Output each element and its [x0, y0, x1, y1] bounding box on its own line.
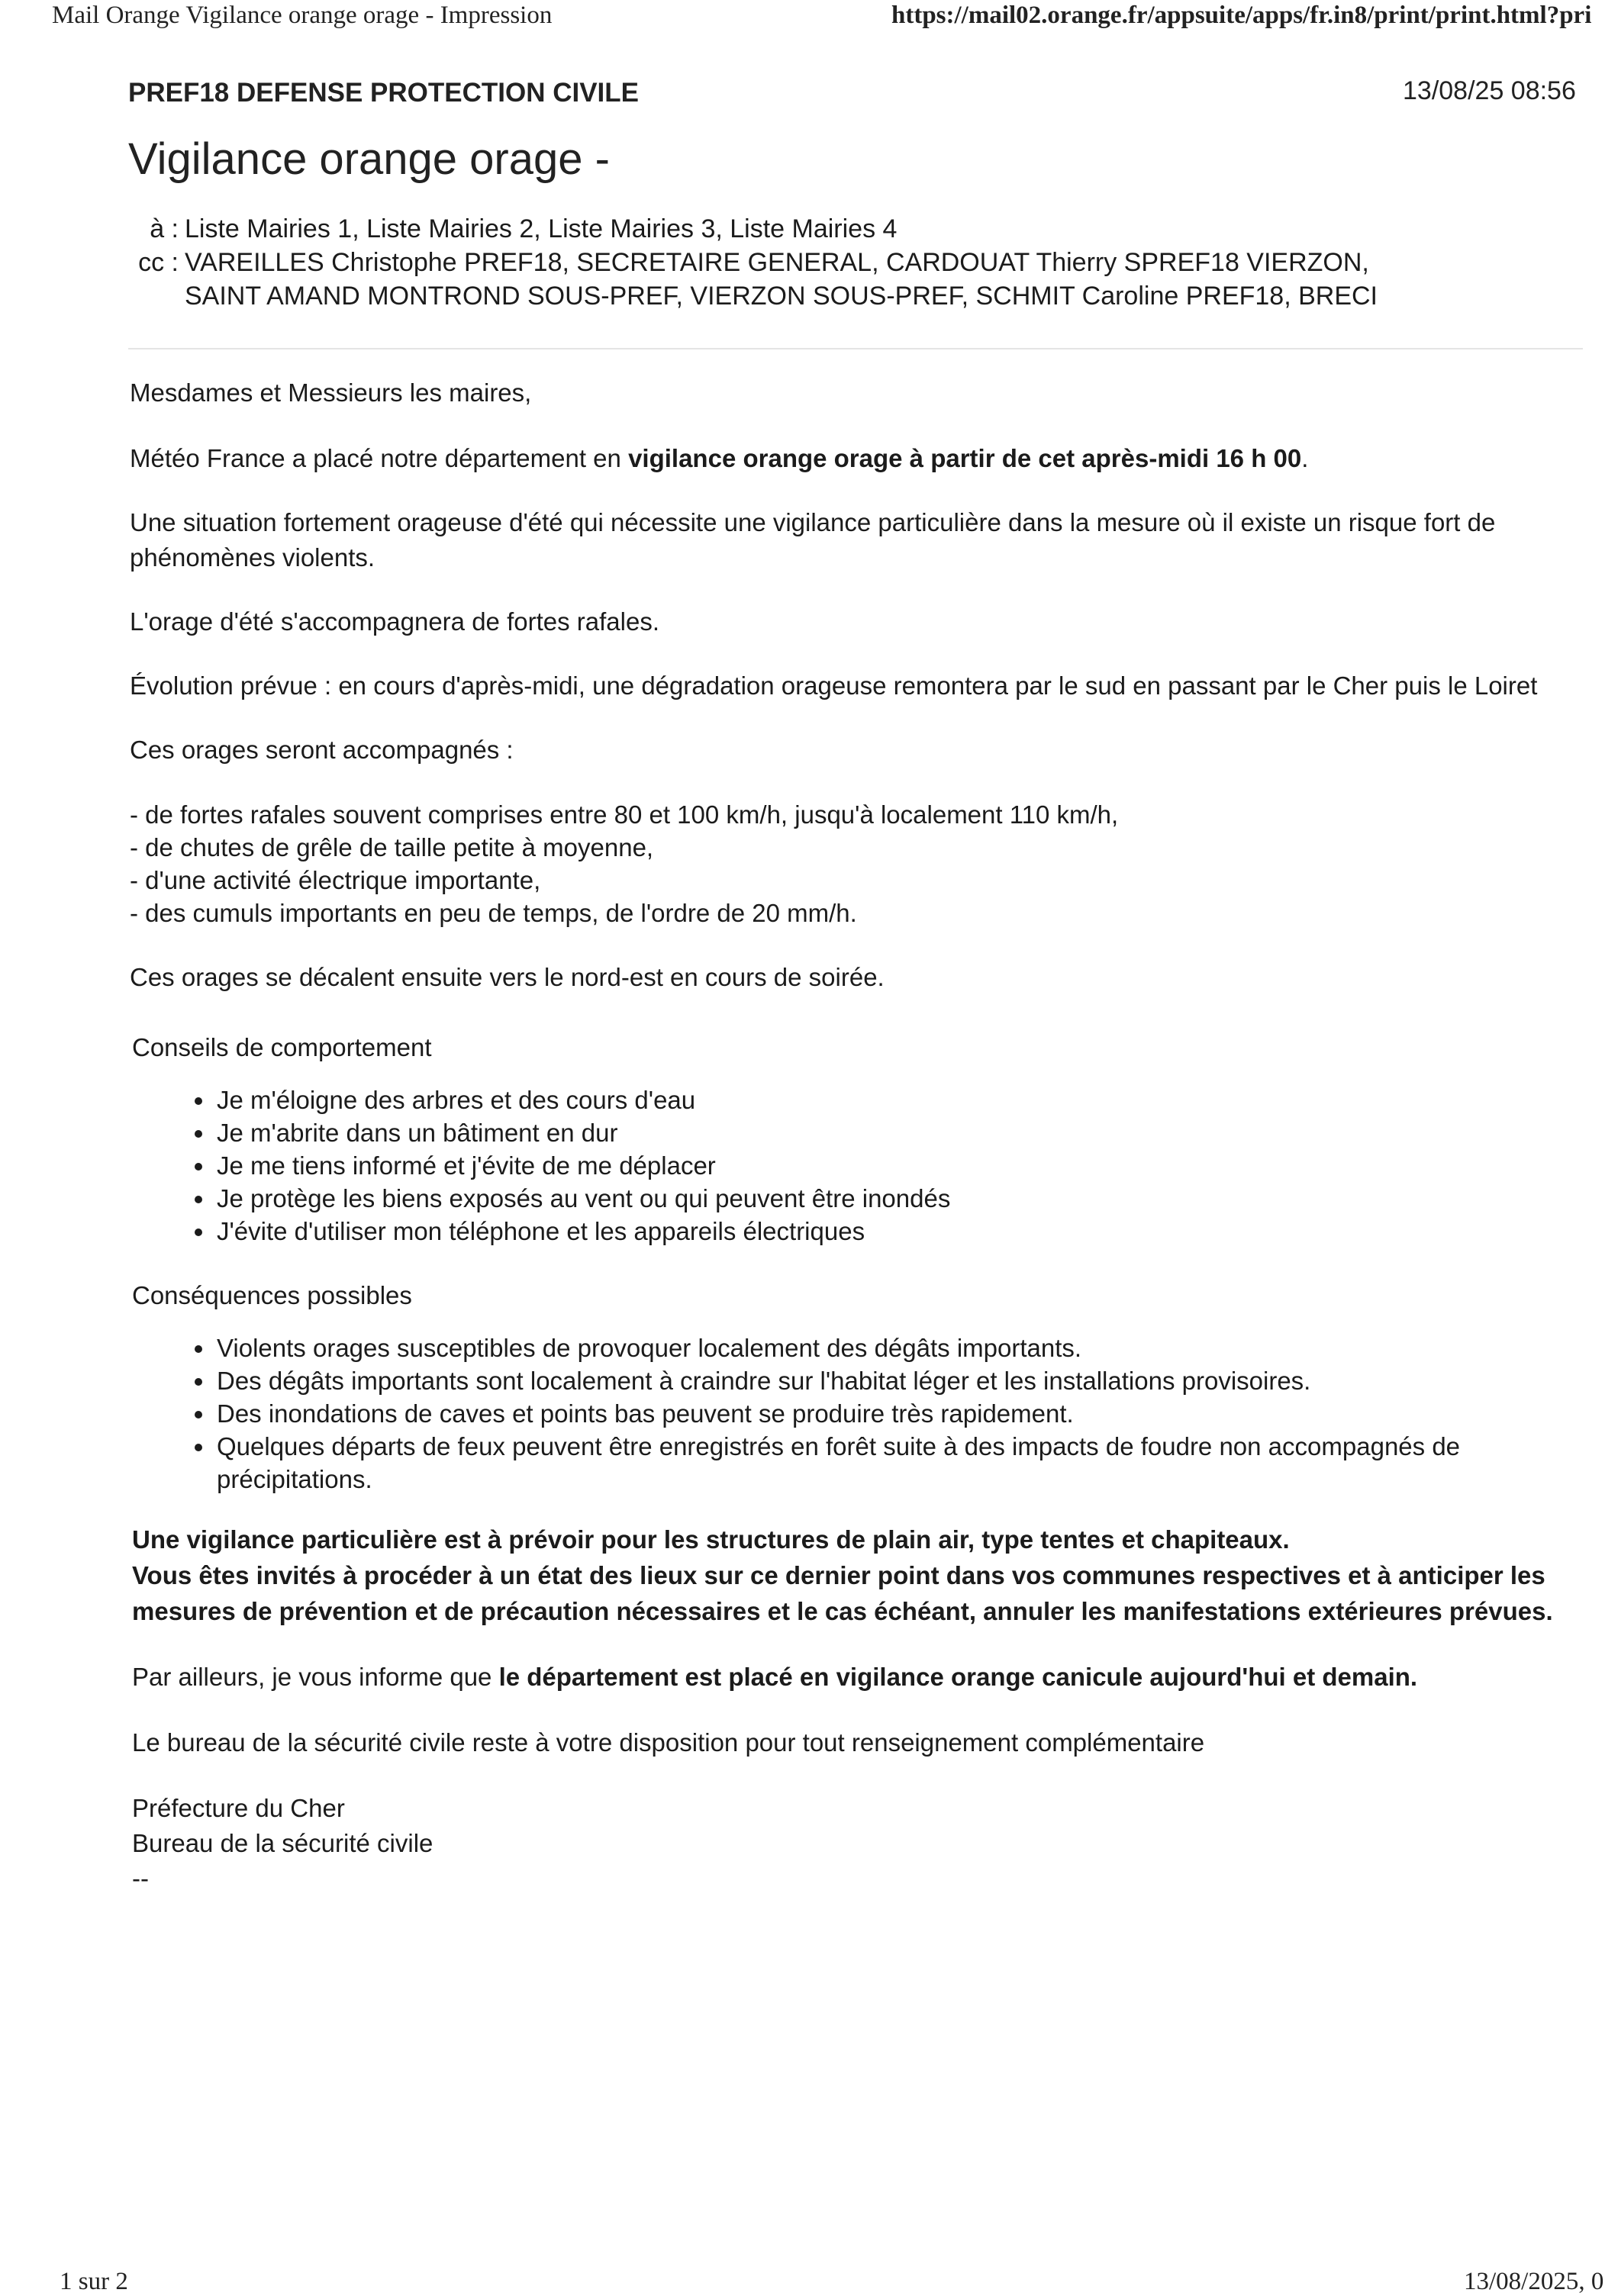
cc-row [128, 246, 1563, 313]
warning-block [130, 1522, 1584, 1629]
consequences-list [130, 1332, 1584, 1496]
consequences-title: Conséquences possibles [132, 1281, 412, 1309]
header-divider [128, 348, 1583, 349]
advice-item: • Je me tiens informé et j'évite de me déplacer [215, 1149, 1584, 1182]
heatwave-text: Par ailleurs, je vous informe que [132, 1663, 499, 1691]
signature [130, 1791, 1584, 1896]
alert-text: Météo France a placé notre département en [130, 444, 629, 472]
mail-body [130, 375, 1584, 1896]
paragraph-accompanied: Ces orages seront accompagnés : [130, 736, 514, 764]
alert-bold-text: vigilance orange orage à partir de cet après-midi 16 h 00 [628, 444, 1302, 472]
paragraph-gusts: L'orage d'été s'accompagnera de fortes rafales. [130, 607, 659, 636]
cc-recipients [185, 246, 1563, 313]
effects-list [130, 798, 1584, 929]
effect-item: - de chutes de grêle de taille petite à moyenne, [130, 833, 654, 861]
to-recipients: Liste Mairies 1, Liste Mairies 2, Liste Mairies 3, Liste Mairies 4 [185, 214, 898, 243]
cc-line-1: VAREILLES Christophe PREF18, SECRETAIRE GENERAL, CARDOUAT Thierry SPREF18 VIERZON, [185, 248, 1369, 277]
advice-item: • Je m'abrite dans un bâtiment en dur [215, 1116, 1584, 1149]
consequence-item: • Des inondations de caves et points bas peuvent se produire très rapidement. [215, 1397, 1584, 1430]
mail-subject: Vigilance orange orage - [128, 134, 610, 184]
mail-date: 13/08/25 08:56 [1403, 76, 1576, 105]
cc-label: cc : [138, 248, 179, 277]
greeting: Mesdames et Messieurs les maires, [130, 378, 532, 407]
print-header-url: https://mail02.orange.fr/appsuite/apps/fr.in8/print/print.html?pri [891, 2, 1592, 29]
to-label: à : [150, 214, 179, 243]
signature-line-3: -- [132, 1864, 149, 1892]
print-footer-date: 13/08/2025, 0 [1464, 2268, 1604, 2295]
consequence-item: • Violents orages susceptibles de provoquer localement des dégâts importants. [215, 1332, 1584, 1364]
heatwave-bold-text: le département est placé en vigilance orange canicule aujourd'hui et demain. [498, 1663, 1418, 1691]
paragraph-heatwave [130, 1660, 1584, 1695]
paragraph-situation: Une situation fortement orageuse d'été qui nécessite une vigilance particulière dans la mesure où il existe un risque fort de phénomènes violents. [130, 508, 1496, 572]
advice-title: Conseils de comportement [132, 1033, 432, 1061]
paragraph-evolution: Évolution prévue : en cours d'après-midi, une dégradation orageuse remontera par le sud en passant par le Cher puis le Loiret [130, 671, 1538, 700]
signature-line-2: Bureau de la sécurité civile [132, 1829, 433, 1857]
advice-item: • Je protège les biens exposés au vent ou qui peuvent être inondés [215, 1182, 1584, 1215]
advice-item: • J'évite d'utiliser mon téléphone et les appareils électriques [215, 1215, 1584, 1248]
effect-item: - des cumuls importants en peu de temps, de l'ordre de 20 mm/h. [130, 899, 857, 927]
to-row [128, 212, 1563, 246]
print-header-title: Mail Orange Vigilance orange orage - Impression [52, 2, 553, 29]
warning-actions: Vous êtes invités à procéder à un état des lieux sur ce dernier point dans vos communes respectives et à anticiper les mesures de prévention et de précaution nécessaires et le cas échéant, annuler les manifestations extérieures prévues. [132, 1561, 1553, 1625]
paragraph-bureau: Le bureau de la sécurité civile reste à votre disposition pour tout renseignement complémentaire [132, 1728, 1205, 1757]
consequence-item: • Des dégâts importants sont localement à craindre sur l'habitat léger et les installations provisoires. [215, 1364, 1584, 1397]
consequence-item: • Quelques départs de feux peuvent être enregistrés en forêt suite à des impacts de foudre non accompagnés de précipitations. [215, 1430, 1584, 1496]
paragraph-shift: Ces orages se décalent ensuite vers le nord-est en cours de soirée. [130, 963, 885, 991]
mail-sender: PREF18 DEFENSE PROTECTION CIVILE [128, 78, 639, 108]
paragraph-alert [130, 441, 1584, 476]
advice-list [130, 1084, 1584, 1248]
recipients [128, 212, 1563, 313]
cc-line-2: SAINT AMAND MONTROND SOUS-PREF, VIERZON SOUS-PREF, SCHMIT Caroline PREF18, BRECI [185, 282, 1378, 311]
print-footer-page: 1 sur 2 [60, 2268, 128, 2295]
signature-line-1: Préfecture du Cher [132, 1794, 345, 1822]
alert-end: . [1301, 444, 1309, 472]
advice-item: • Je m'éloigne des arbres et des cours d'eau [215, 1084, 1584, 1116]
warning-structures: Une vigilance particulière est à prévoir pour les structures de plain air, type tentes et chapiteaux. [132, 1525, 1290, 1554]
effect-item: - de fortes rafales souvent comprises entre 80 et 100 km/h, jusqu'à localement 110 km/h, [130, 800, 1119, 829]
effect-item: - d'une activité électrique importante, [130, 866, 541, 894]
